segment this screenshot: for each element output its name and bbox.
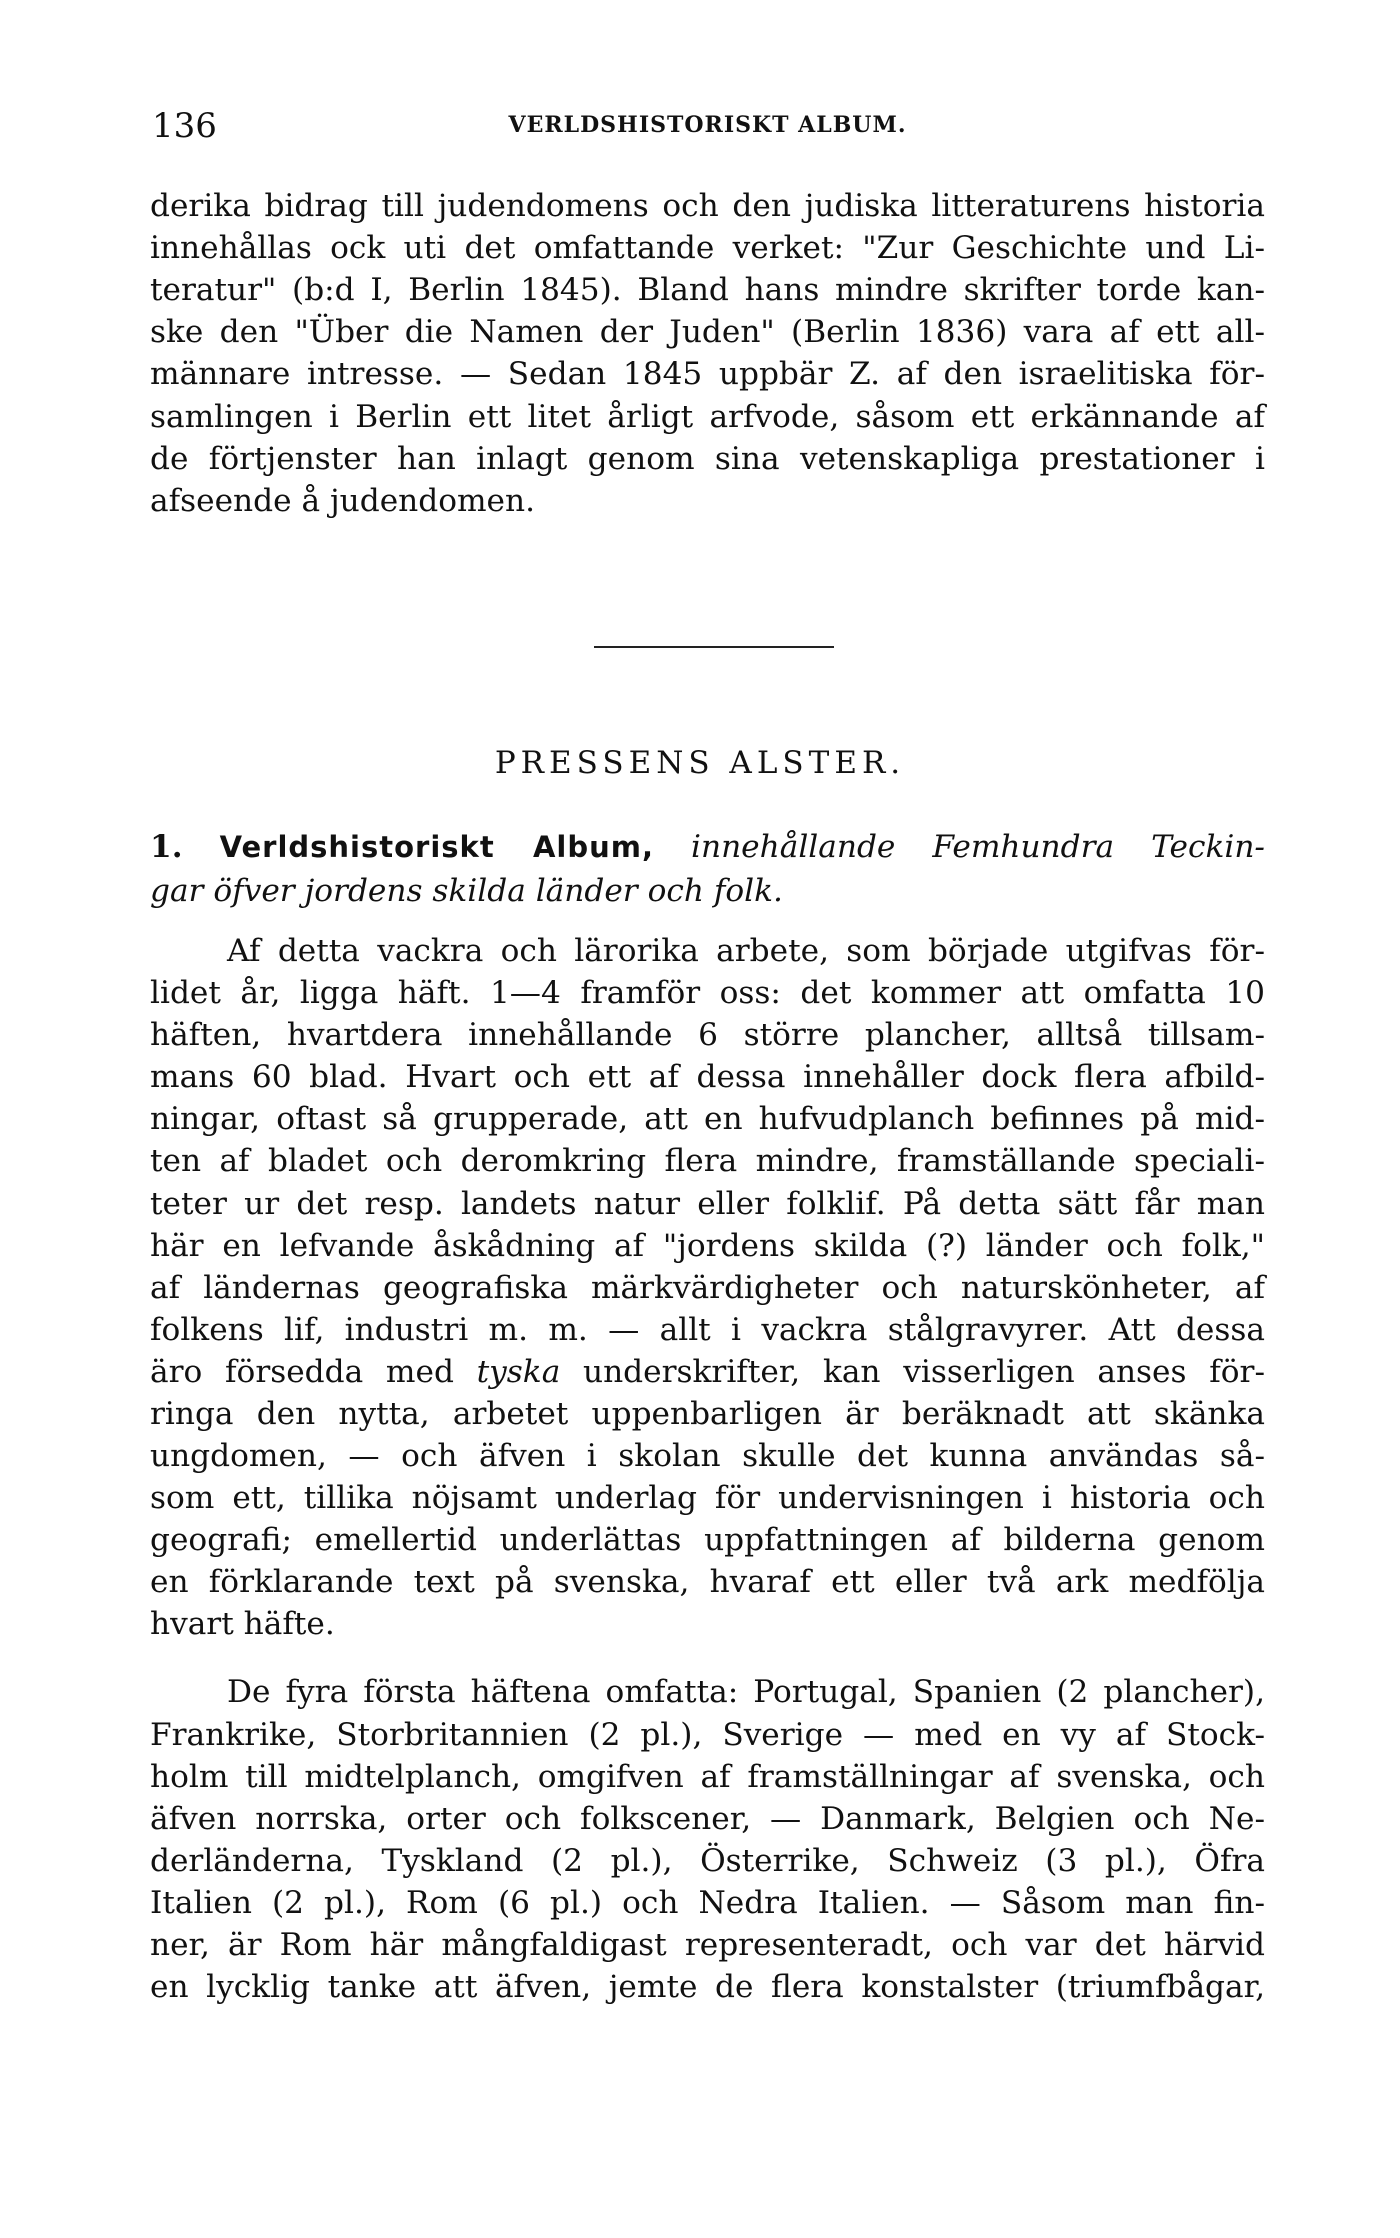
paragraph-line: af ländernas geografiska märkvärdigheter och naturskönheter, af	[150, 1270, 1265, 1306]
paragraph-line: ner, är Rom här mångfaldigast representeradt, och var det härvid	[150, 1927, 1265, 1963]
paragraph-line: derika bidrag till judendomens och den judiska litteraturens historia	[150, 188, 1265, 224]
paragraph-line: som ett, tillika nöjsamt underlag för undervisningen i historia och	[150, 1480, 1265, 1516]
paragraph-line: Af detta vackra och lärorika arbete, som började utgifvas för-	[227, 933, 1265, 969]
paragraph-line: Italien (2 pl.), Rom (6 pl.) och Nedra Italien. — Såsom man fin-	[150, 1885, 1265, 1921]
paragraph-line: derländerna, Tyskland (2 pl.), Österrike, Schweiz (3 pl.), Öfra	[150, 1843, 1265, 1879]
entry-title: Verldshistoriskt Album,	[219, 830, 654, 864]
paragraph-line: Frankrike, Storbritannien (2 pl.), Sverige — med en vy af Stock-	[150, 1717, 1265, 1753]
paragraph-line: folkens lif, industri m. m. — allt i vackra stålgravyrer. Att dessa	[150, 1312, 1265, 1348]
paragraph-line: här en lefvande åskådning af "jordens skilda (?) länder och folk,"	[150, 1228, 1265, 1264]
paragraph-line: hvart häfte.	[150, 1606, 335, 1642]
paragraph-line: De fyra första häftena omfatta: Portugal, Spanien (2 plancher),	[227, 1674, 1265, 1710]
page-number: 136	[152, 106, 217, 146]
paragraph-line: ningar, oftast så grupperade, att en hufvudplanch befinnes på mid-	[150, 1101, 1265, 1137]
paragraph-line: äfven norrska, orter och folkscener, — Danmark, Belgien och Ne-	[150, 1801, 1265, 1837]
paragraph-line: ungdomen, — och äfven i skolan skulle det kunna användas så-	[150, 1438, 1265, 1474]
paragraph-line: en förklarande text på svenska, hvaraf ett eller två ark medfölja	[150, 1564, 1265, 1600]
paragraph-line	[150, 1352, 1265, 1392]
paragraph-line: teratur" (b:d I, Berlin 1845). Bland hans mindre skrifter torde kan-	[150, 272, 1265, 308]
paragraph-line: ske den "Über die Namen der Juden" (Berlin 1836) vara af ett all-	[150, 314, 1265, 350]
paragraph-line: lidet år, ligga häft. 1—4 framför oss: det kommer att omfatta 10	[150, 975, 1265, 1011]
paragraph-line: mans 60 blad. Hvart och ett af dessa innehåller dock flera afbild-	[150, 1059, 1265, 1095]
paragraph-line: ten af bladet och deromkring flera mindre, framställande speciali-	[150, 1143, 1265, 1179]
paragraph-line: de förtjenster han inlagt genom sina vetenskapliga prestationer i	[150, 441, 1265, 477]
entry-number: 1.	[150, 829, 183, 865]
paragraph-line: samlingen i Berlin ett litet årligt arfvode, såsom ett erkännande af	[150, 399, 1265, 435]
text-run: äro försedda med	[150, 1354, 477, 1390]
text-run: underskrifter, kan visserligen anses för-	[560, 1354, 1265, 1390]
paragraph-line: geografi; emellertid underlättas uppfattningen af bilderna genom	[150, 1522, 1265, 1558]
paragraph-line: afseende å judendomen.	[150, 483, 536, 519]
paragraph-line: ringa den nytta, arbetet uppenbarligen är beräknadt att skänka	[150, 1396, 1265, 1432]
page-header	[150, 100, 1265, 150]
entry-subtitle-continued: gar öfver jordens skilda länder och folk.	[150, 873, 783, 909]
entry-subtitle: innehållande Femhundra Teckin-	[691, 829, 1265, 865]
paragraph-line: innehållas ock uti det omfattande verket: "Zur Geschichte und Li-	[150, 230, 1265, 266]
page-header-area	[150, 100, 1265, 150]
section-divider	[594, 646, 834, 648]
paragraph-line: holm till midtelplanch, omgifven af framställningar af svenska, och	[150, 1759, 1265, 1795]
paragraph-line: häften, hvartdera innehållande 6 större plancher, alltså tillsam-	[150, 1017, 1265, 1053]
entry-heading	[150, 825, 1265, 869]
section-title: PRESSENS ALSTER.	[494, 745, 906, 781]
running-head: VERLDSHISTORISKT ALBUM.	[508, 112, 907, 138]
paragraph-line: teter ur det resp. landets natur eller folklif. På detta sätt får man	[150, 1186, 1265, 1222]
paragraph-line: männare intresse. — Sedan 1845 uppbär Z. af den israelitiska för-	[150, 356, 1265, 392]
italic-word: tyska	[476, 1354, 561, 1390]
paragraph-line: en lycklig tanke att äfven, jemte de flera konstalster (triumfbågar,	[150, 1969, 1265, 2005]
